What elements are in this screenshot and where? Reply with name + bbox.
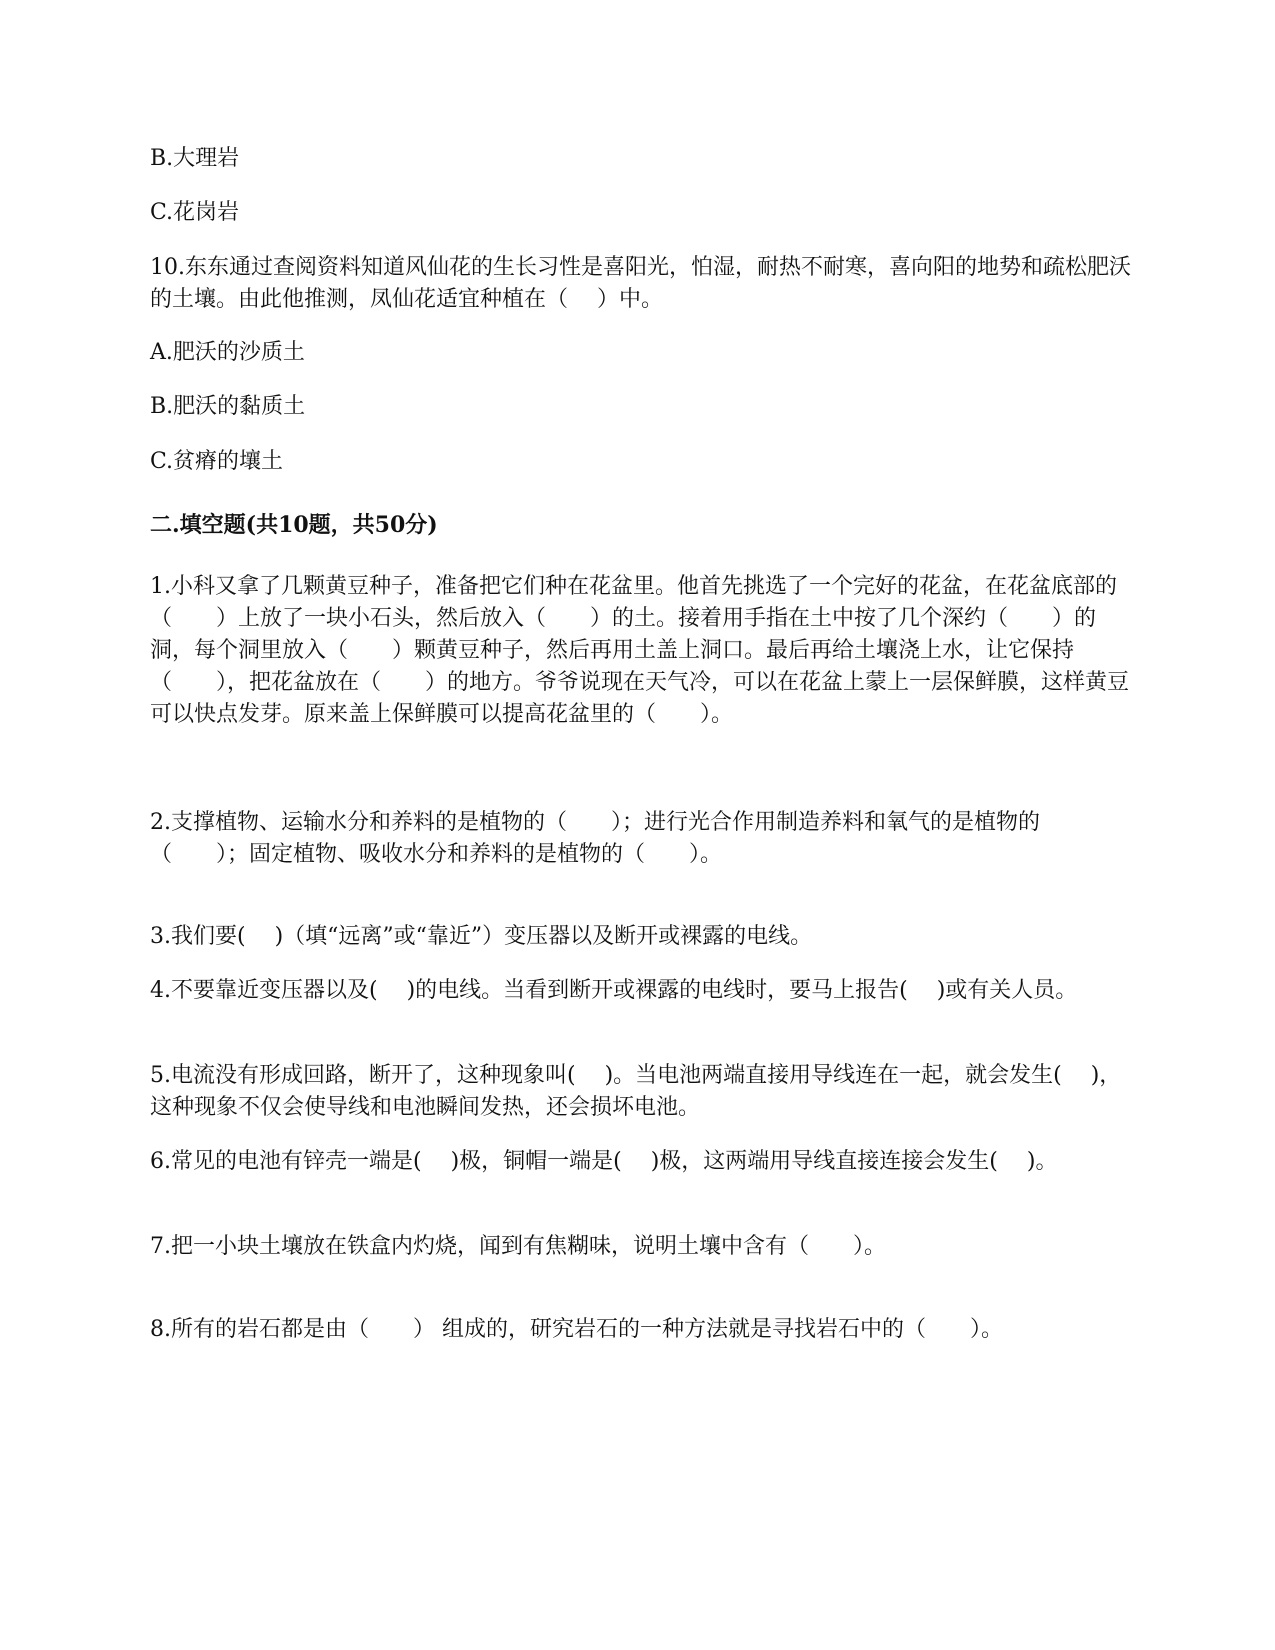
question-10-option-c: C.贫瘠的壤土 — [150, 449, 284, 474]
option-b-marble: B.大理岩 — [150, 146, 240, 171]
fill-question-8: 8.所有的岩石都是由（ ） 组成的，研究岩石的一种方法就是寻找岩石中的（ ）。 — [150, 1317, 1003, 1342]
section-heading-fill-in: 二.填空题(共10题，共50分) — [150, 512, 438, 538]
question-10-option-b: B.肥沃的黏质土 — [150, 394, 306, 419]
fill-question-1: 1.小科又拿了几颗黄豆种子，准备把它们种在花盆里。他首先挑选了一个完好的花盆，在花盆底部的（ ）上放了一块小石头，然后放入（ ）的土。接着用手指在土中按了几个深约（ ）的洞，每个洞里放入（ ）颗黄豆种子，然后再用土盖上洞口。最后再给土壤浇上水，让它保持（ ），把花盆放在（ ）的地方。爷爷说现在天气冷，可以在花盆上蒙上一层保鲜膜，这样黄豆可以快点发芽。原来盖上保鲜膜可以提高花盆里的（ ）。 — [150, 574, 1130, 727]
fill-question-3: 3.我们要( )（填“远离”或“靠近”）变压器以及断开或裸露的电线。 — [150, 924, 813, 949]
fill-question-6: 6.常见的电池有锌壳一端是( )极，铜帽一端是( )极，这两端用导线直接连接会发生( )。 — [150, 1149, 1058, 1174]
option-c-granite: C.花岗岩 — [150, 200, 240, 225]
fill-question-2: 2.支撑植物、运输水分和养料的是植物的（ ）；进行光合作用制造养料和氧气的是植物的（ ）；固定植物、吸收水分和养料的是植物的（ ）。 — [150, 810, 1040, 867]
fill-question-7: 7.把一小块土壤放在铁盒内灼烧，闻到有焦糊味，说明土壤中含有（ ）。 — [150, 1234, 886, 1259]
fill-question-5: 5.电流没有形成回路，断开了，这种现象叫( )。当电池两端直接用导线连在一起，就会发生( )，这种现象不仅会使导线和电池瞬间发热，还会损坏电池。 — [150, 1063, 1122, 1120]
question-10-option-a: A.肥沃的沙质土 — [150, 340, 305, 365]
question-10: 10.东东通过查阅资料知道风仙花的生长习性是喜阳光，怕湿，耐热不耐寒，喜向阳的地势和疏松肥沃的土壤。由此他推测，凤仙花适宜种植在（ ）中。 — [150, 255, 1131, 312]
fill-question-4: 4.不要靠近变压器以及( )的电线。当看到断开或裸露的电线时，要马上报告( )或有关人员。 — [150, 978, 1078, 1003]
